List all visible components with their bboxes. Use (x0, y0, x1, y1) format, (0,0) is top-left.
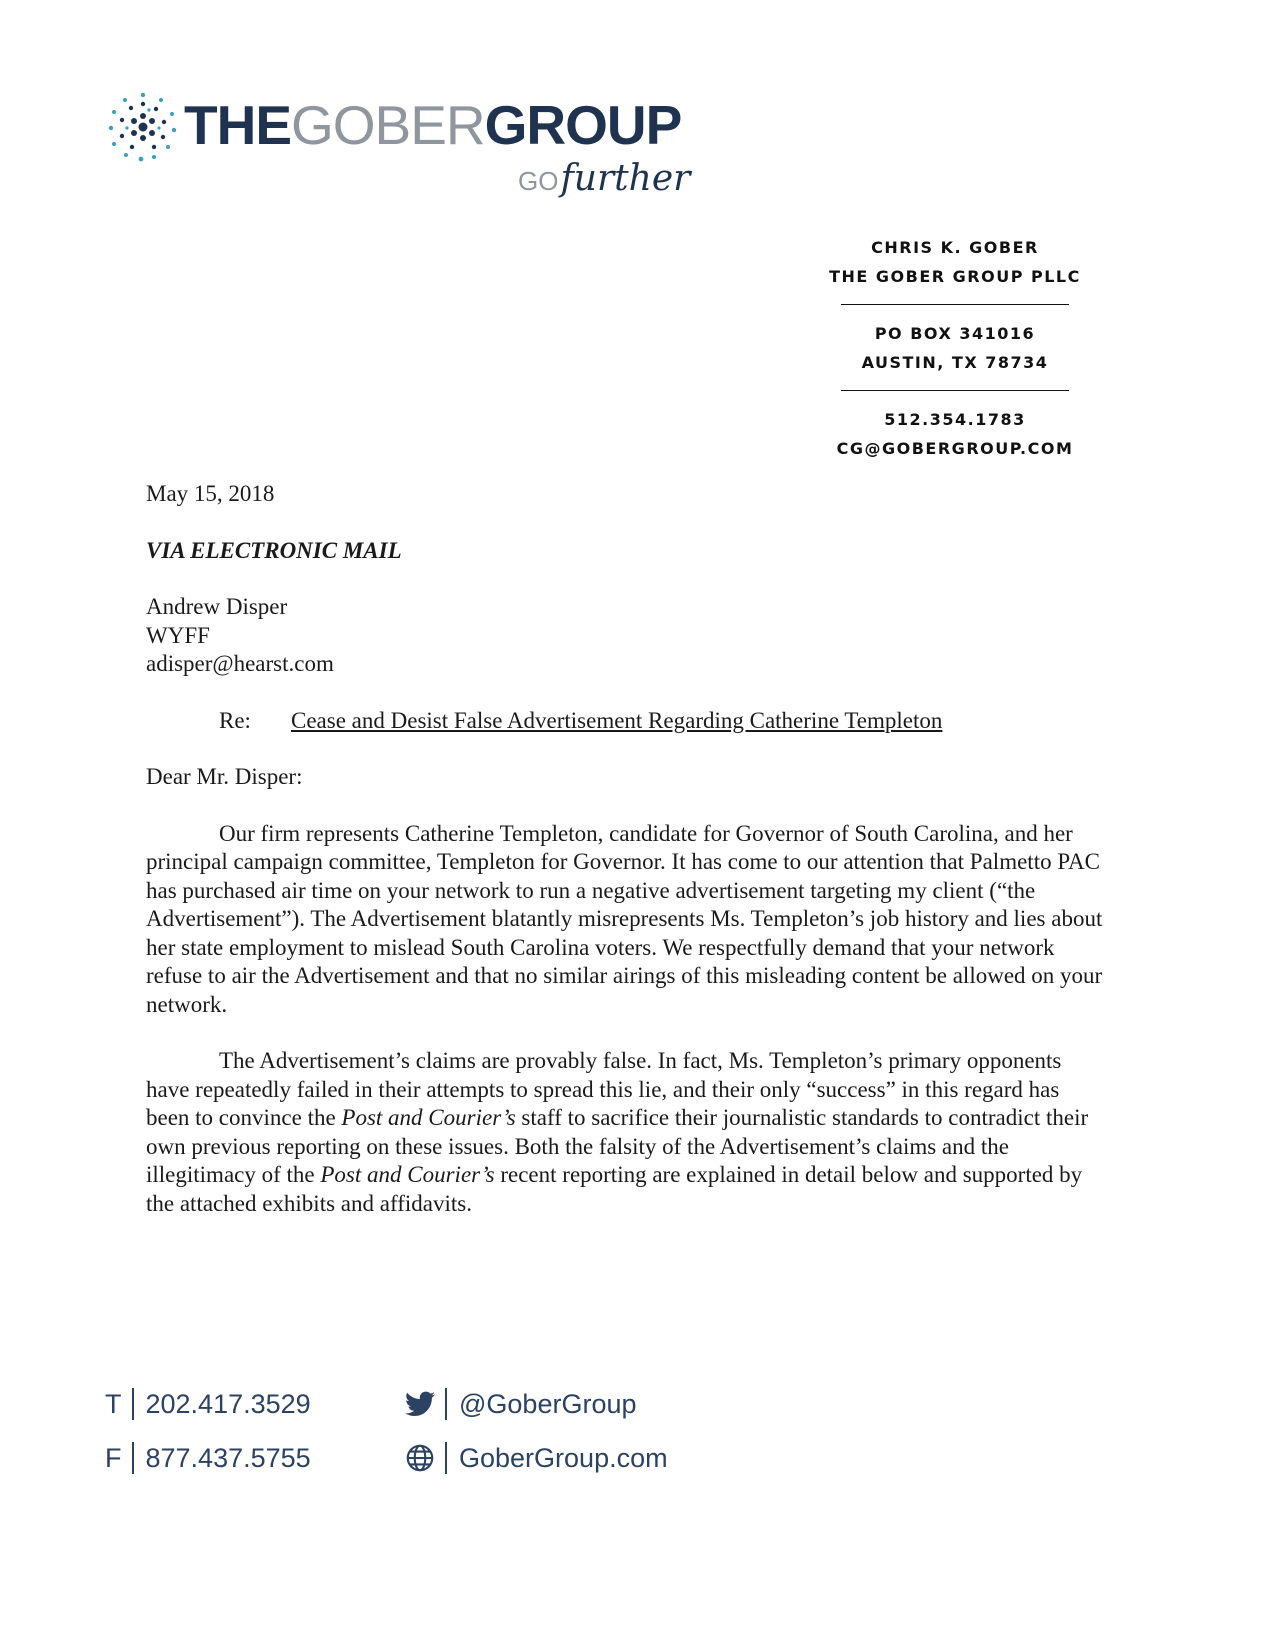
paragraph-2 (146, 1047, 1106, 1218)
paragraph-2-italic-2: Post and Courier’s (320, 1162, 495, 1187)
twitter-handle[interactable]: @GoberGroup (459, 1388, 637, 1419)
re-label: Re: (219, 707, 251, 733)
tagline-further: further (560, 158, 691, 199)
globe-icon (405, 1444, 435, 1472)
logo-gober: GOBER (291, 94, 485, 156)
paragraph-2-part-c: recent reporting are explained in detail below and supported by the attached exhibits and affidavits. (146, 1162, 1083, 1216)
recipient-name: Andrew Disper (146, 594, 288, 619)
paragraph-2-part-a: The Advertisement’s claims are provably false. In fact, Ms. Templeton’s primary opponents have repeatedly failed in their attempts to spread this lie, and their only “success” in this regard has been to convince the (146, 1048, 1062, 1130)
paragraph-1: Our firm represents Catherine Templeton, candidate for Governor of South Carolina, and her principal campaign committee, Templeton for Governor. It has come to our attention that Palmetto PAC has purchased air time on your network to run a negative advertisement targeting my client (“the Advertisement”). The Advertisement blatantly misrepresents Ms. Templeton’s job history and lies about her state employment to mislead South Carolina voters. We respectfully demand that your network refuse to air the Advertisement and that no similar airings of this misleading content be allowed on your network. (146, 820, 1103, 1017)
footer-separator (445, 1442, 447, 1474)
company-logo (108, 92, 698, 212)
dot-cluster-logo-icon (108, 92, 178, 162)
footer-separator (445, 1388, 447, 1420)
footer-fax (105, 1442, 311, 1474)
contact-divider (841, 304, 1069, 305)
contact-firm: THE GOBER GROUP PLLC (829, 267, 1081, 286)
logo-group: GROUP (484, 94, 682, 156)
logo-tagline (518, 158, 690, 199)
salutation: Dear Mr. Disper: (146, 764, 303, 789)
phone-number: 202.417.3529 (145, 1388, 311, 1419)
twitter-bird-icon (405, 1390, 435, 1418)
contact-name: CHRIS K. GOBER (871, 238, 1039, 257)
footer-twitter[interactable] (405, 1388, 637, 1420)
delivery-method: VIA ELECTRONIC MAIL (146, 537, 402, 563)
contact-po-box: PO BOX 341016 (874, 324, 1036, 343)
logo-wordmark (184, 94, 682, 156)
tagline-go: GO (518, 166, 559, 196)
recipient-email: adisper@hearst.com (146, 651, 334, 676)
paragraph-2-italic-1: Post and Courier’s (341, 1105, 516, 1130)
footer-separator (132, 1442, 134, 1474)
footer-separator (132, 1388, 134, 1420)
contact-divider (841, 390, 1069, 391)
contact-city: AUSTIN, TX 78734 (861, 353, 1049, 372)
phone-label: T (105, 1388, 122, 1419)
re-subject: Cease and Desist False Advertisement Regarding Catherine Templeton (291, 707, 943, 733)
contact-email: CG@GOBERGROUP.COM (836, 439, 1074, 458)
letterhead-footer (105, 1388, 805, 1508)
fax-label: F (105, 1442, 122, 1473)
letterhead-contact (815, 233, 1095, 463)
footer-phone (105, 1388, 311, 1420)
recipient-org: WYFF (146, 622, 210, 648)
logo-the: THE (184, 94, 291, 156)
footer-website[interactable] (405, 1442, 668, 1474)
letter-body (146, 480, 1106, 1218)
paragraph-2-part-b: staff to sacrifice their journalistic standards to contradict their own previous reporting on these issues. Both the falsity of the Advertisement’s claims and the illegitimacy of the (146, 1105, 1089, 1187)
subject-line (146, 707, 1106, 736)
website-url[interactable]: GoberGroup.com (459, 1442, 668, 1473)
letter-date: May 15, 2018 (146, 481, 275, 506)
fax-number: 877.437.5755 (145, 1442, 311, 1473)
recipient-address (146, 593, 1106, 679)
contact-phone: 512.354.1783 (884, 410, 1026, 429)
